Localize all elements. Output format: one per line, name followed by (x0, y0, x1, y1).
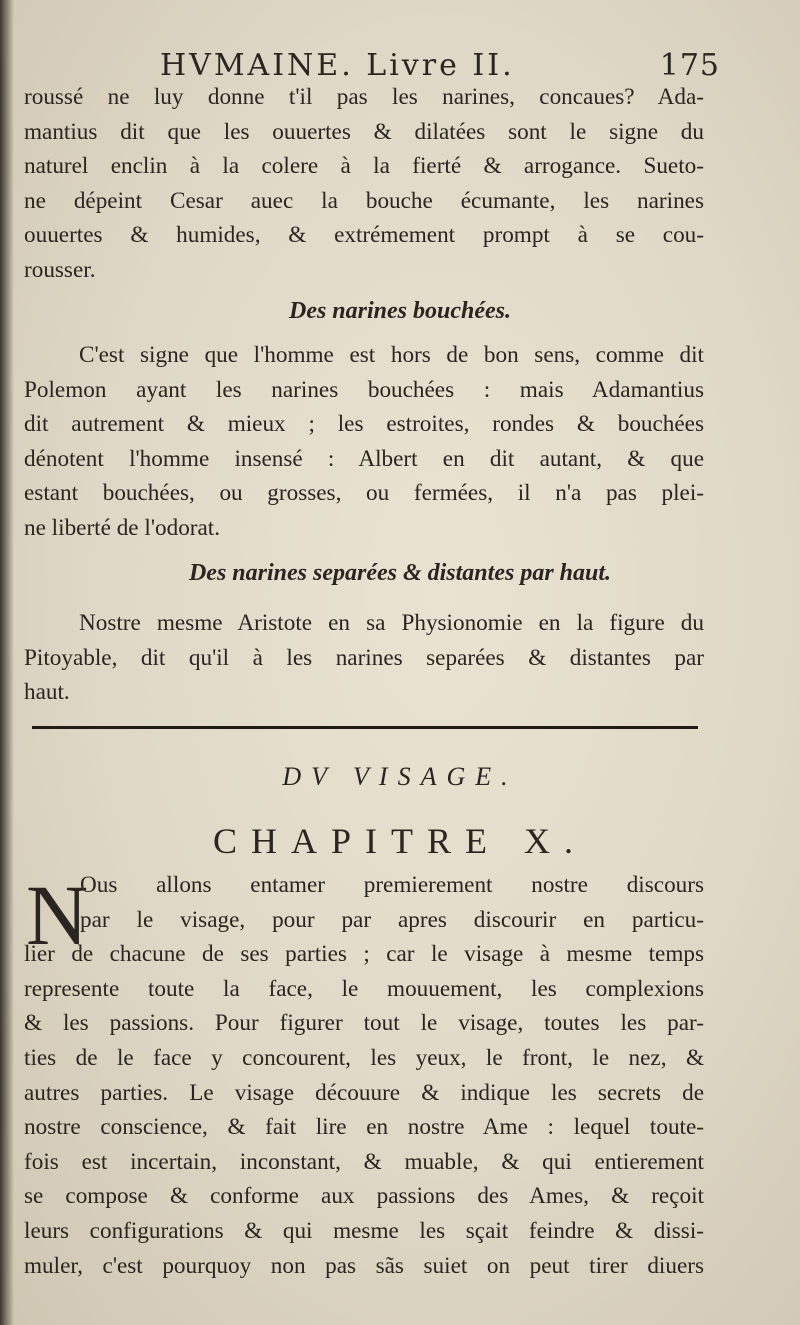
text-line: & les passions. Pour figurer tout le visage, toutes les par- (24, 1010, 704, 1037)
section-divider (32, 726, 698, 729)
text-line: C'est signe que l'homme est hors de bon sens, comme dit (79, 342, 704, 368)
paragraph-narines-concaues (24, 80, 704, 288)
text-line: Nostre mesme Aristote en sa Physionomie en la figure du (79, 610, 704, 636)
paragraph-narines-bouchees (24, 338, 704, 546)
section-title: DV VISAGE. (282, 762, 518, 791)
text-line: haut. (24, 679, 70, 706)
text-line: Ous allons entamer premierement nostre discours (80, 872, 704, 898)
text-line: Pitoyable, dit qu'il à les narines separées & distantes par (24, 644, 704, 671)
text-line: ouuertes & humides, & extrémement prompt à se cou- (24, 222, 704, 249)
text-line: represente toute la face, le mouuement, les complexions (24, 975, 704, 1002)
drop-cap: N (26, 867, 89, 963)
chapter-title: CHAPITRE X. (212, 821, 587, 861)
text-line: roussé ne luy donne t'il pas les narines, concaues? Ada- (24, 84, 704, 110)
text-line: rousser. (24, 256, 96, 283)
text-line: ne dépeint Cesar auec la bouche écumante, les narines (24, 187, 704, 214)
text-line: leurs configurations & qui mesme les sçait feindre & dissi- (24, 1217, 704, 1244)
text-line: par le visage, pour par apres discourir en particu- (80, 906, 704, 933)
text-line: lier de chacune de ses parties ; car le visage à mesme temps (24, 941, 704, 968)
subheading-narines-separees: Des narines separées & distantes par haut. (188, 560, 612, 586)
subheading-narines-bouchees: Des narines bouchées. (288, 298, 511, 324)
text-line: estant bouchées, ou grosses, ou fermées, il n'a pas plei- (24, 480, 704, 507)
text-line: autres parties. Le visage découure & indique les secrets de (24, 1079, 704, 1106)
text-line: Polemon ayant les narines bouchées : mais Adamantius (24, 376, 704, 403)
paragraph-visage (24, 868, 704, 1283)
text-line: ne liberté de l'odorat. (24, 514, 221, 541)
page-number: 175 (659, 48, 720, 83)
text-line: muler, c'est pourquoy non pas sãs suiet on peut tirer diuers (24, 1252, 704, 1279)
text-line: nostre conscience, & fait lire en nostre Ame : lequel toute- (24, 1114, 704, 1141)
text-line: dénotent l'homme insensé : Albert en dit autant, & que (24, 445, 704, 472)
running-title: HVMAINE. Livre II. (160, 48, 515, 83)
text-line: dit autrement & mieux ; les estroites, rondes & bouchées (24, 411, 704, 438)
text-line: fois est incertain, inconstant, & muable, & qui entierement (24, 1148, 704, 1175)
paragraph-narines-separees (24, 606, 704, 710)
text-line: ties de le face y concourent, les yeux, le front, le nez, & (24, 1044, 704, 1071)
text-line: mantius dit que les ouuertes & dilatées sont le signe du (24, 118, 704, 145)
page-binding-edge (0, 0, 14, 1325)
text-line: naturel enclin à la colere à la fierté & arrogance. Sueto- (24, 153, 704, 180)
text-line: se compose & conforme aux passions des Ames, & reçoit (24, 1183, 704, 1210)
